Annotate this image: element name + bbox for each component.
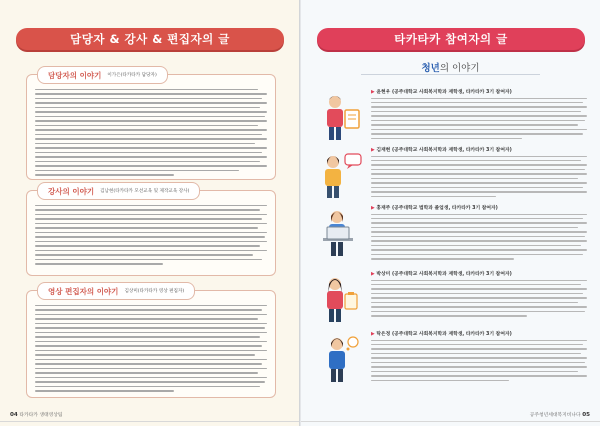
youth-section-title (301, 60, 600, 74)
section-author: 김남현(타카타카 모션교육 및 제작교육 강사) (100, 189, 190, 194)
participant-text (371, 270, 587, 320)
right-footer-rule (301, 421, 600, 422)
section-rule (361, 74, 540, 75)
section-author: 이가은(타카타카 담당자) (107, 73, 157, 78)
editor-story-text (35, 305, 267, 395)
manager-story-box (26, 70, 276, 180)
left-banner: 담당자 & 강사 & 편집자의 글 (16, 28, 284, 50)
left-footer-rule (0, 421, 299, 422)
section-title: 담당자의 이야기 (48, 70, 102, 80)
participant-entry (313, 204, 591, 266)
right-page (301, 0, 600, 426)
page-number: 05 (582, 412, 590, 418)
manager-story-header (37, 66, 168, 84)
person-with-laptop-illustration (313, 208, 365, 258)
section-title-rest: 의 이야기 (439, 63, 480, 74)
person-with-speech-bubble-illustration (313, 150, 365, 200)
participant-entry (313, 270, 591, 324)
footer-label: 공주청년세대복지비나다 (529, 413, 581, 418)
participant-name: ▶ 김재현 (공주대학교 사회복지학과 재학생, 타카타카 3기 참여자) (371, 148, 512, 153)
section-title: 영상 편집자의 이야기 (48, 286, 119, 296)
footer-label: 타카타카 생태영상팀 (19, 413, 63, 418)
section-author: 김상미(타카타카 영상 편집자) (124, 289, 185, 294)
instructor-story-text (35, 205, 267, 268)
participant-entry (313, 88, 591, 146)
left-footer (10, 411, 63, 418)
participant-entry (313, 146, 591, 202)
participant-name: ▶ 탁은정 (공주대학교 사회복지학과 재학생, 타카타카 3기 참여자) (371, 332, 512, 337)
participant-name: ▶ 홍재주 (공주대학교 법학과 졸업생, 타카타카 3기 참여자) (371, 206, 498, 211)
left-page (0, 0, 299, 426)
participant-name: ▶ 박상미 (공주대학교 사회복지학과 재학생, 타카타카 3기 참여자) (371, 272, 512, 277)
person-thinking-illustration (313, 334, 365, 384)
participant-text (371, 88, 587, 142)
participant-text (371, 330, 587, 384)
participant-entry (313, 330, 591, 392)
editor-story-header (37, 282, 195, 300)
section-title: 강사의 이야기 (48, 186, 95, 196)
participant-text (371, 204, 587, 263)
manager-story-text (35, 89, 267, 179)
person-with-tablet-illustration (313, 92, 365, 142)
page-number: 04 (10, 412, 18, 418)
right-footer (530, 411, 590, 418)
participant-text (371, 146, 587, 200)
right-banner: 타카타카 참여자의 글 (317, 28, 585, 50)
section-title-tag: 청년 (421, 63, 440, 74)
participant-name: ▶ 윤현우 (공주대학교 사회복지학과 재학생, 타카타카 3기 참여자) (371, 90, 512, 95)
person-with-clipboard-illustration (313, 274, 365, 324)
instructor-story-box (26, 186, 276, 276)
editor-story-box (26, 286, 276, 398)
instructor-story-header (37, 182, 200, 200)
